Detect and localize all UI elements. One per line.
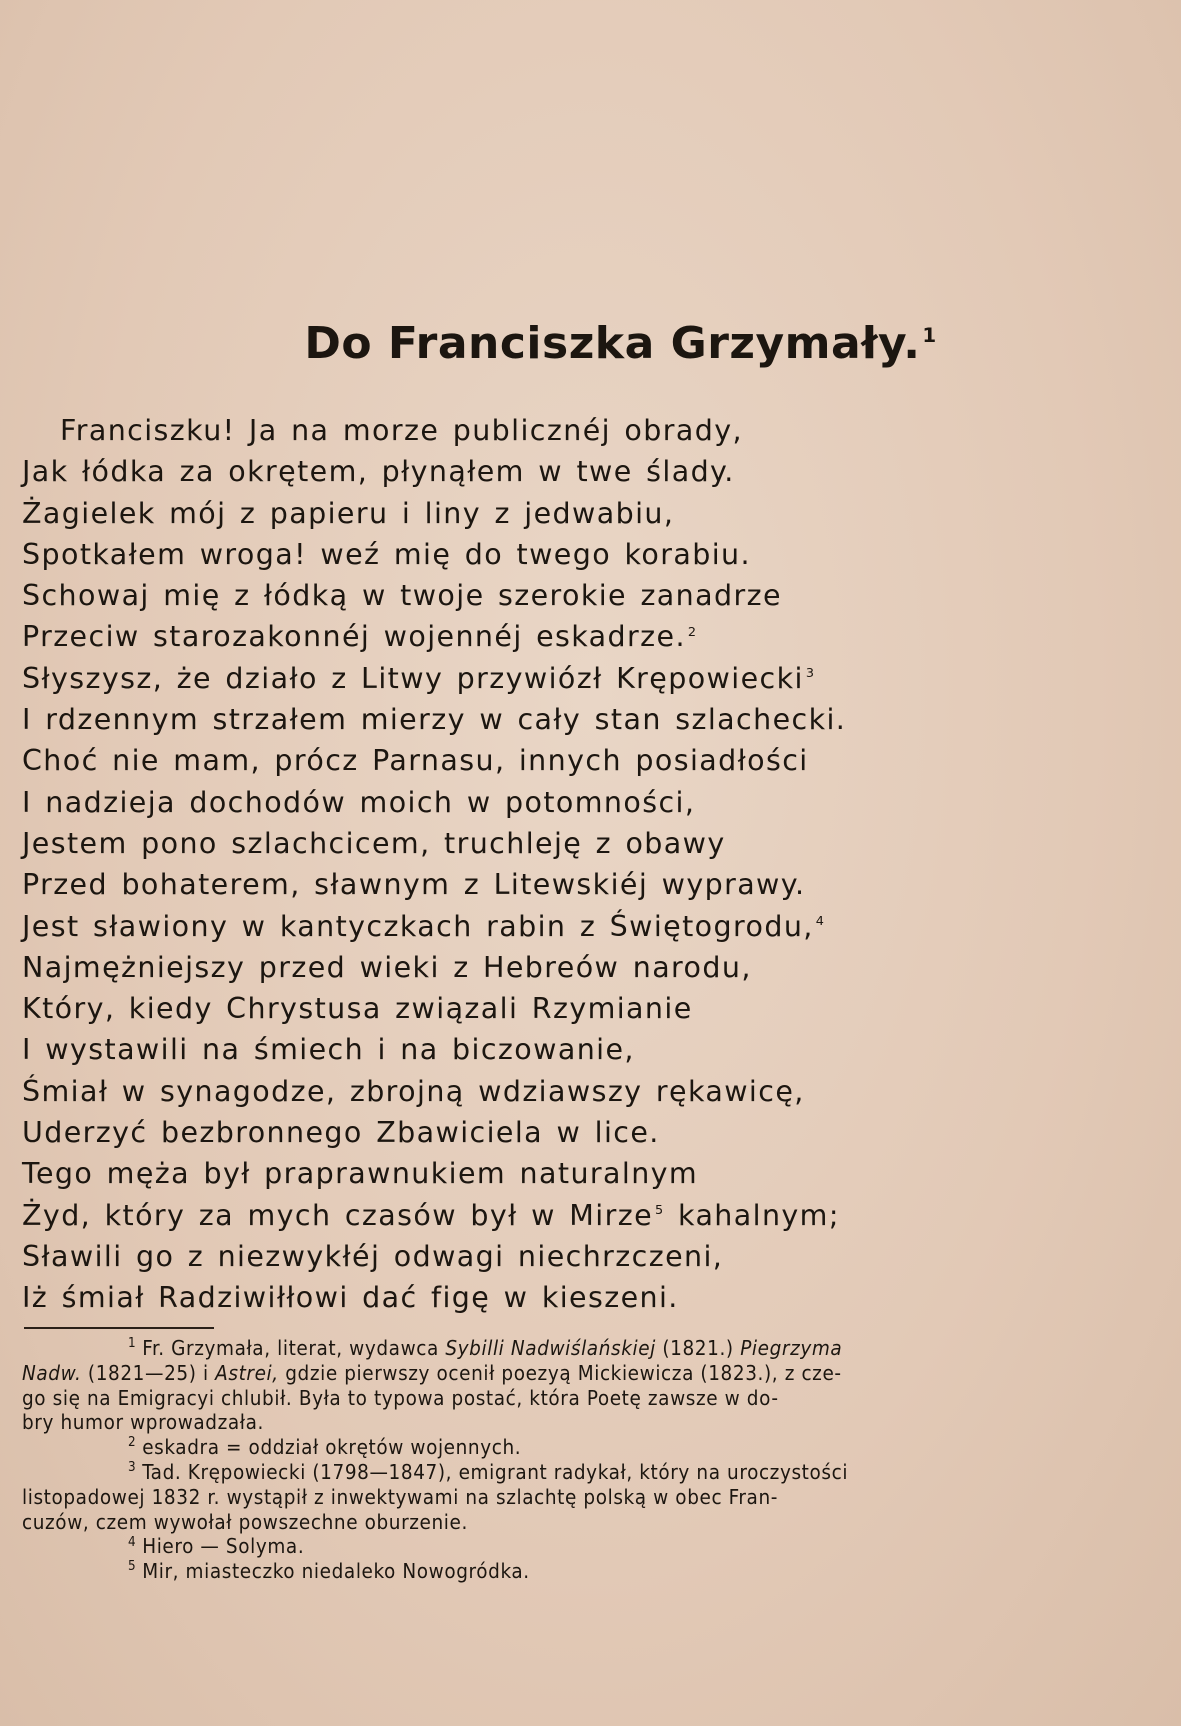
footnote-divider <box>24 1327 214 1329</box>
poem-line <box>22 1029 1162 1070</box>
poem-line <box>22 451 1162 492</box>
poem-line-text: Słyszysz, że działo z Litwy przywiózł Krępowiecki <box>22 661 804 695</box>
poem-line-text: Spotkałem wroga! weź mię do twego korabiu. <box>22 537 751 571</box>
poem-line-text: I nadzieja dochodów moich w potomności, <box>22 785 696 819</box>
poem-line <box>22 947 1162 988</box>
poem-line <box>22 534 1162 575</box>
poem-line <box>22 658 1162 699</box>
footnote-3 <box>22 1460 1082 1534</box>
poem-line-text: Iż śmiał Radziwiłłowi dać figę w kieszeni. <box>22 1281 679 1315</box>
poem-line <box>22 782 1162 823</box>
footnote-line: bry humor wprowadzała. <box>22 1410 264 1435</box>
poem-line-text: Jest sławiony w kantyczkach rabin z Świętogrodu, <box>22 909 814 943</box>
footnote-line <box>22 1361 1082 1386</box>
footnote-2 <box>22 1435 1082 1460</box>
poem-line-text: I wystawili na śmiech i na biczowanie, <box>22 1033 635 1067</box>
footnote-text: eskadra = oddział okrętów wojennych. <box>142 1435 522 1460</box>
poem-title-text: Do Franciszka Grzymały. <box>304 318 921 369</box>
poem-title <box>0 318 1181 369</box>
poem-line <box>22 493 1162 534</box>
footnote-5 <box>22 1559 1082 1584</box>
footnote-ref: 2 <box>687 624 698 640</box>
title-footnote-ref: 1 <box>922 324 937 348</box>
footnote-number: 5 <box>128 1559 137 1575</box>
footnote-1 <box>22 1336 1082 1435</box>
footnote-text: Tad. Krępowiecki (1798—1847), emigrant radykał, który na uroczystości <box>142 1459 849 1484</box>
footnote-line <box>22 1336 1082 1361</box>
poem-line-text: Choć nie mam, prócz Parnasu, innych posiadłości <box>22 744 809 778</box>
footnote-text: Hiero — Solyma. <box>142 1534 305 1559</box>
poem-line-text: Tego męża był praprawnukiem naturalnym <box>22 1157 699 1191</box>
footnote-line <box>22 1435 1082 1460</box>
footnote-number: 3 <box>128 1460 137 1476</box>
footnote-text: gdzie pierwszy ocenił poezyą Mickiewicza (1823.), z cze- <box>278 1360 842 1385</box>
poem-line-text: Schowaj mię z łódką w twoje szerokie zanadrze <box>22 579 782 613</box>
footnote-ref: 5 <box>655 1203 665 1219</box>
poem-line-text: I rdzennym strzałem mierzy w cały stan szlachecki. <box>22 703 847 737</box>
footnote-text: (1821.) <box>655 1336 741 1360</box>
poem-line <box>22 1153 1162 1194</box>
poem-line <box>22 410 1162 451</box>
footnote-number: 2 <box>128 1435 137 1451</box>
poem-line-text: Najmężniejszy przed wieki z Hebreów narodu, <box>22 950 752 984</box>
poem-line-tail: kahalnym; <box>664 1198 840 1232</box>
poem-line-text: Jestem pono szlachcicem, truchleję z obawy <box>22 826 726 860</box>
poem-line <box>22 906 1162 947</box>
poem-line-text: Śmiał w synagodze, zbrojną wdziawszy rękawicę, <box>22 1074 805 1108</box>
poem-line-text: Franciszku! Ja na morze publicznéj obrady, <box>60 414 743 447</box>
footnote-italic: Piegrzyma <box>740 1336 843 1360</box>
poem-line <box>22 1071 1162 1112</box>
poem-line-text: Przeciw starozakonnéj wojennéj eskadrze. <box>22 620 686 654</box>
poem-line-text: Przed bohaterem, sławnym z Litewskiéj wyprawy. <box>22 868 806 902</box>
footnote-line <box>22 1559 1082 1584</box>
footnote-line: go się na Emigracyi chlubił. Była to typowa postać, która Poetę zawsze w do- <box>22 1385 779 1410</box>
footnote-4 <box>22 1534 1082 1559</box>
footnote-line: listopadowej 1832 r. wystąpił z inwektywami na szlachtę polską w obec Fran- <box>22 1484 778 1509</box>
poem-line <box>22 1112 1162 1153</box>
poem-line-text: Żagielek mój z papieru i liny z jedwabiu, <box>22 496 675 530</box>
footnote-number: 4 <box>128 1534 137 1550</box>
poem-line <box>22 823 1162 864</box>
poem-line <box>22 1236 1162 1277</box>
poem-line <box>22 699 1162 740</box>
footnote-italic: Nadw. <box>22 1360 82 1385</box>
poem-line <box>22 988 1162 1029</box>
footnote-line: cuzów, czem wywołał powszechne oburzenie. <box>22 1509 468 1534</box>
poem-line <box>22 1195 1162 1236</box>
footnote-line <box>22 1534 1082 1559</box>
footnote-italic: Astrei, <box>215 1360 279 1385</box>
poem-body <box>22 410 1162 1319</box>
footnote-ref: 3 <box>805 666 816 682</box>
poem-line <box>22 575 1162 616</box>
poem-line <box>22 740 1162 781</box>
poem-line-text: Uderzyć bezbronnego Zbawiciela w lice. <box>22 1116 660 1150</box>
footnote-text: Mir, miasteczko niedaleko Nowogródka. <box>142 1559 530 1584</box>
footnote-text: (1821—25) i <box>81 1360 216 1385</box>
poem-line-text: Jak łódka za okrętem, płynąłem w twe ślady. <box>22 455 735 489</box>
footnote-number: 1 <box>128 1336 137 1352</box>
footnote-line <box>22 1460 1082 1485</box>
poem-line-text: Sławili go z niezwykłéj odwagi niechrzczeni, <box>22 1239 724 1273</box>
footnote-italic: Sybilli Nadwiślańskiej <box>445 1336 656 1360</box>
poem-line-text: Który, kiedy Chrystusa związali Rzymianie <box>22 992 693 1026</box>
footnote-text: Fr. Grzymała, literat, wydawca <box>142 1336 446 1360</box>
footnotes <box>22 1336 1082 1584</box>
poem-line <box>22 1277 1162 1318</box>
poem-line-text: Żyd, który za mych czasów był w Mirze <box>22 1198 654 1232</box>
footnote-ref: 4 <box>815 914 826 930</box>
poem-line <box>22 616 1162 657</box>
poem-line <box>22 864 1162 905</box>
